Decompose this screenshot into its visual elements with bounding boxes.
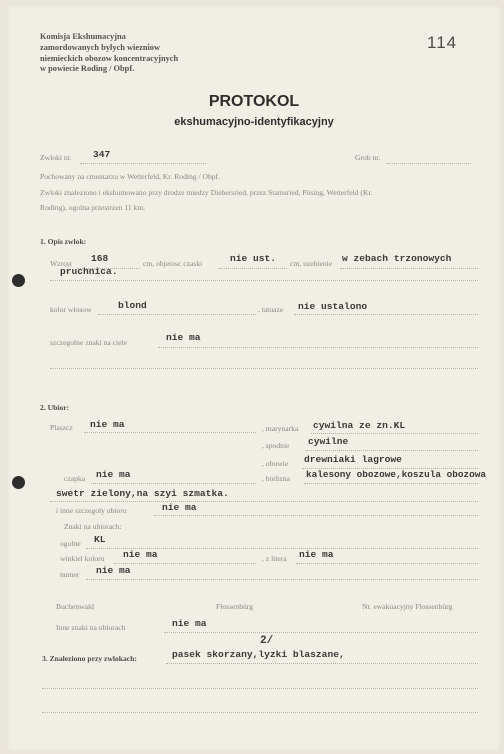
- teeth-value: w zebach trzonowych: [342, 253, 452, 264]
- prisoner-number-value: nie ma: [96, 565, 131, 576]
- page-mark: 2/: [260, 635, 274, 647]
- cemetery-line: Pochowany na cmentarzu w Wetterfeld, Kr. Roding / Obpf.: [40, 172, 220, 181]
- punch-hole-bottom: [12, 476, 25, 489]
- exhumation-distance-line: Roding), ogolna przestrzen 11 km.: [40, 203, 146, 212]
- teeth-value-continued: pruchnica.: [60, 266, 118, 277]
- body-marks-label: szczegolne znaki na ciele: [50, 338, 127, 347]
- body-number-label: Zwloki nr.: [40, 153, 72, 162]
- hair-color-value: blond: [118, 300, 147, 311]
- other-clothing-marks-label: Inne znaki na ubiorach: [56, 623, 126, 632]
- commission-header: [40, 32, 178, 75]
- shoes-value: drewniaki lagrowe: [304, 454, 402, 465]
- underwear-value: kalesony obozowe,koszula obozowa: [306, 469, 487, 480]
- general-marks-label: ogolne: [60, 539, 81, 548]
- other-clothing-details-value: nie ma: [162, 502, 197, 513]
- underwear-value-continued: swetr zielony,na szyi szmatka.: [56, 488, 229, 499]
- section-2-heading: 2. Ubior:: [40, 403, 70, 412]
- hair-color-label: kolor wlosow: [50, 305, 92, 314]
- triangle-color-value: nie ma: [123, 549, 158, 560]
- section-1-heading: 1. Opis zwlok:: [40, 237, 87, 246]
- section-3-heading: 3. Znaleziono przy zwlokach:: [42, 654, 137, 663]
- general-marks-value: KL: [94, 534, 106, 545]
- document-title: PROTOKOL: [208, 93, 300, 110]
- jacket-value: cywilna ze zn.KL: [313, 420, 406, 431]
- found-items-value: pasek skorzany,lyzki blaszane,: [172, 649, 345, 660]
- body-number-value: 347: [93, 149, 111, 160]
- height-value: 168: [91, 253, 109, 264]
- skull-volume-value: nie ust.: [230, 253, 277, 264]
- letter-value: nie ma: [299, 549, 334, 560]
- teeth-label: cm, uzebienie: [290, 259, 333, 268]
- coat-label: Plaszcz: [50, 423, 73, 432]
- header-line-1: Komisja Ekshumacyjna: [40, 32, 126, 41]
- underwear-label: , bielizna: [262, 474, 290, 483]
- exhumation-route-line: Zwloki znaleziono i ekshumowano przy drodze miedzy Diebersried, przez Stamsried, Pösing, Wetterfeld (Kr.: [40, 188, 373, 197]
- header-line-2: zamordowanych bylych wiezniow: [40, 42, 161, 52]
- height-label: Wzrost: [50, 259, 72, 268]
- other-clothing-marks-value: nie ma: [172, 618, 207, 629]
- grave-number-label: Grob nr.: [355, 153, 381, 162]
- header-line-3: niemieckich obozow koncentracyjnych: [40, 53, 179, 63]
- skull-volume-label: cm, objetosc czaski: [143, 259, 203, 268]
- letter-label: , z litera: [262, 554, 287, 563]
- buchenwald-label: Buchenwald: [56, 602, 94, 611]
- header-line-4: w powiecie Roding / Obpf.: [40, 64, 135, 74]
- evacuation-number-label: Nr. ewakuacyjny Flossenbürg: [362, 602, 453, 611]
- triangle-color-label: winkiel koloru: [60, 554, 105, 563]
- document-subtitle: ekshumacyjno-identyfikacyjny: [174, 116, 334, 128]
- punch-hole-top: [12, 274, 25, 287]
- jacket-label: , marynarka: [262, 424, 299, 433]
- tattoos-value: nie ustalono: [298, 301, 368, 312]
- body-marks-value: nie ma: [166, 332, 201, 343]
- cap-label: czapka: [64, 474, 86, 483]
- other-clothing-details-label: i inne szczegoly ubioru: [56, 506, 127, 515]
- shoes-label: , obuwie: [262, 459, 289, 468]
- clothing-marks-label: Znaki na ubiorach:: [64, 522, 122, 531]
- trousers-label: , spodnie: [262, 441, 290, 450]
- prisoner-number-label: numer: [60, 570, 80, 579]
- flossenburg-label: Flossenbürg: [216, 602, 253, 611]
- coat-value: nie ma: [90, 419, 125, 430]
- trousers-value: cywilne: [308, 436, 349, 447]
- tattoos-label: , tatuaze: [258, 305, 284, 314]
- cap-value: nie ma: [96, 469, 131, 480]
- page-number: 114: [427, 33, 458, 52]
- protocol-page: [6, 4, 502, 752]
